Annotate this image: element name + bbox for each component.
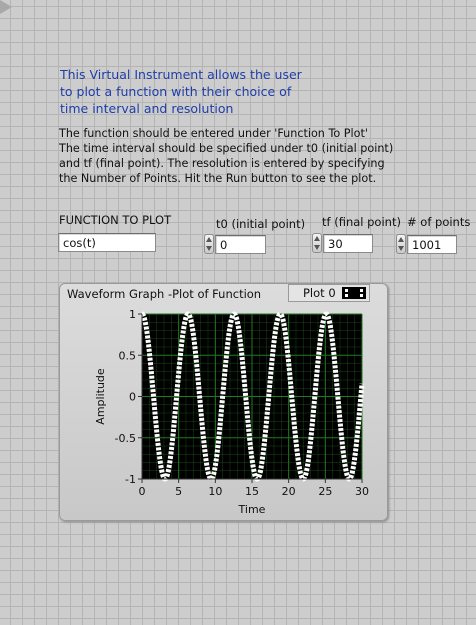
x-tick-label: 30 — [355, 485, 369, 498]
intro-line: time interval and resolution — [60, 101, 234, 116]
y-tick-label: -1 — [125, 473, 136, 486]
x-tick-label: 20 — [281, 485, 296, 498]
graph-title: Waveform Graph -Plot of Function — [67, 287, 262, 301]
intro-line: This Virtual Instrument allows the user — [60, 67, 302, 82]
t0-label: t0 (initial point) — [216, 217, 306, 231]
instruction-line: the Number of Points. Hit the Run button to see the plot. — [59, 172, 377, 185]
instruction-line: The time interval should be specified under t0 (initial point) — [59, 142, 394, 155]
x-axis-label: Time — [238, 503, 266, 516]
y-tick-label: 1 — [129, 308, 136, 321]
x-tick-label: 0 — [138, 485, 146, 498]
function-input[interactable]: cos(t) — [58, 233, 156, 252]
t0-input[interactable]: 0 — [215, 235, 266, 254]
y-tick-label: 0.5 — [118, 349, 136, 363]
instruction-line: The function should be entered under 'Function To Plot' — [59, 127, 368, 140]
instruction-line: and tf (final point). The resolution is entered by specifying — [59, 157, 385, 170]
intro-line: to plot a function with their choice of — [60, 84, 292, 99]
x-tick-label: 15 — [245, 485, 259, 498]
tf-label: tf (final point) — [322, 215, 401, 229]
y-axis-label: Amplitude — [94, 368, 107, 425]
tf-input[interactable]: 30 — [323, 234, 373, 253]
x-tick-label: 10 — [208, 485, 223, 498]
x-tick-label: 5 — [175, 485, 183, 498]
points-label: # of points — [407, 215, 471, 229]
legend-label: Plot 0 — [303, 286, 336, 300]
points-input[interactable]: 1001 — [407, 235, 457, 254]
function-label: FUNCTION TO PLOT — [59, 213, 172, 227]
x-tick-label: 25 — [318, 485, 333, 498]
y-tick-label: 0 — [129, 390, 136, 404]
y-tick-label: -0.5 — [114, 431, 136, 445]
